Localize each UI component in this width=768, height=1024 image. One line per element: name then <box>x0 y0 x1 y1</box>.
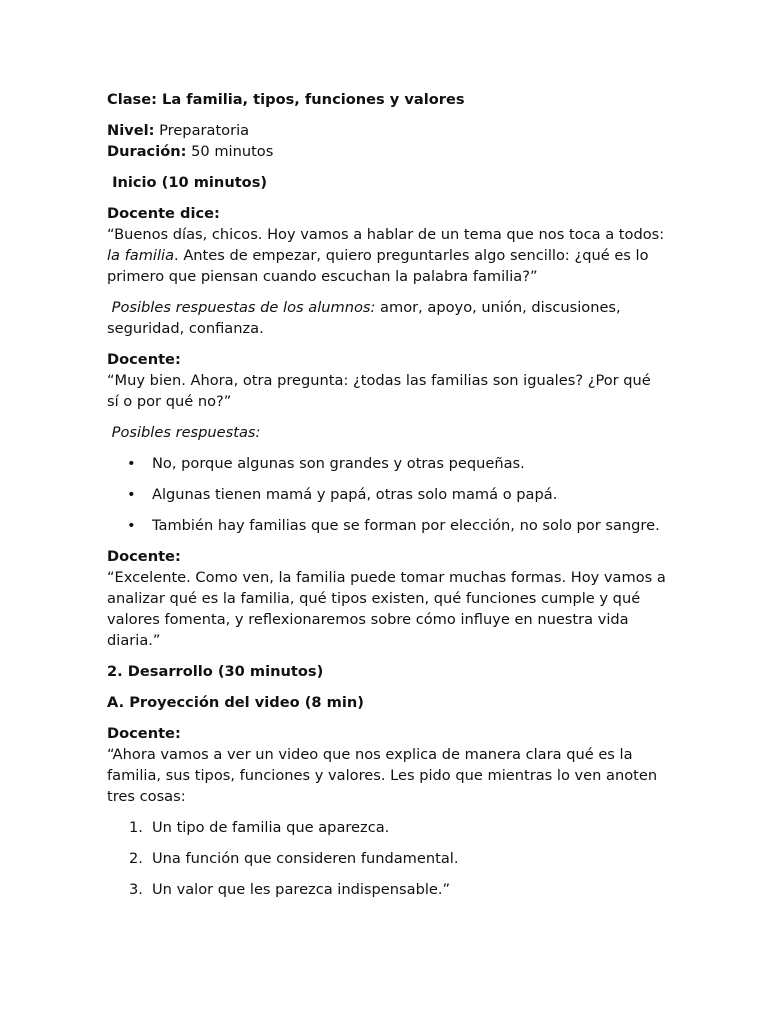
inicio-heading: Inicio (10 minutos) <box>107 174 268 191</box>
dialogue-text: “Ahora vamos a ver un video que nos explica de manera clara qué es la familia, sus tipos, funciones y valores. Les pido que mientras lo ven anoten tres cosas: <box>107 746 658 805</box>
nivel-value: Preparatoria <box>154 122 250 139</box>
numbered-list <box>107 817 667 900</box>
list-item-text: También hay familias que se forman por elección, no solo por sangre. <box>152 517 660 534</box>
document-page <box>107 89 667 910</box>
list-number: 1. <box>129 819 143 836</box>
list-item-text: Algunas tienen mamá y papá, otras solo mamá o papá. <box>152 486 558 503</box>
list-item-text: Una función que consideren fundamental. <box>152 850 459 867</box>
list-number: 2. <box>129 850 143 867</box>
speaker-label: Docente: <box>107 351 181 368</box>
list-item <box>107 453 667 474</box>
list-item <box>107 848 667 869</box>
nivel-label: Nivel: <box>107 122 155 139</box>
duracion-label: Duración: <box>107 143 187 160</box>
answers-text: amor, apoyo, unión, discusiones, seguridad, confianza. <box>107 299 621 337</box>
dialogue-text: “Buenos días, chicos. Hoy vamos a hablar de un tema que nos toca a todos: <box>107 226 665 243</box>
docente-block-4 <box>107 723 667 807</box>
answers-bullet-list <box>107 453 667 536</box>
desarrollo-heading: 2. Desarrollo (30 minutos) <box>107 663 324 680</box>
video-subheading: A. Proyección del video (8 min) <box>107 694 364 711</box>
list-number: 3. <box>129 881 143 898</box>
list-item <box>107 484 667 505</box>
lesson-meta <box>107 120 667 162</box>
speaker-label: Docente: <box>107 548 181 565</box>
dialogue-text: “Excelente. Como ven, la familia puede tomar muchas formas. Hoy vamos a analizar qué es la familia, qué tipos existen, qué funciones cumple y qué valores fomenta, y reflexionaremos sobre cómo influye en nuestra vida diaria.” <box>107 569 666 649</box>
answers-label: Posibles respuestas: <box>107 424 261 441</box>
lesson-title: Clase: La familia, tipos, funciones y valores <box>107 91 465 108</box>
docente-block-1 <box>107 203 667 287</box>
dialogue-text: “Muy bien. Ahora, otra pregunta: ¿todas las familias son iguales? ¿Por qué sí o por qué no?” <box>107 372 651 410</box>
dialogue-text-cont: . Antes de empezar, quiero preguntarles algo sencillo: ¿qué es lo primero que piensan cuando escuchan la palabra familia?” <box>107 247 649 285</box>
dialogue-emphasis: la familia <box>107 247 175 264</box>
answers-2-label <box>107 422 667 443</box>
bullet-marker: • <box>127 486 136 503</box>
student-answers-1 <box>107 297 667 339</box>
speaker-label: Docente dice: <box>107 205 220 222</box>
list-item-text: No, porque algunas son grandes y otras pequeñas. <box>152 455 525 472</box>
docente-block-2 <box>107 349 667 412</box>
list-item <box>107 879 667 900</box>
list-item-text: Un valor que les parezca indispensable.” <box>152 881 451 898</box>
duracion-value: 50 minutos <box>186 143 274 160</box>
bullet-marker: • <box>127 517 136 534</box>
answers-label: Posibles respuestas de los alumnos: <box>107 299 376 316</box>
speaker-label: Docente: <box>107 725 181 742</box>
docente-block-3 <box>107 546 667 651</box>
list-item <box>107 515 667 536</box>
list-item <box>107 817 667 838</box>
list-item-text: Un tipo de familia que aparezca. <box>152 819 390 836</box>
bullet-marker: • <box>127 455 136 472</box>
